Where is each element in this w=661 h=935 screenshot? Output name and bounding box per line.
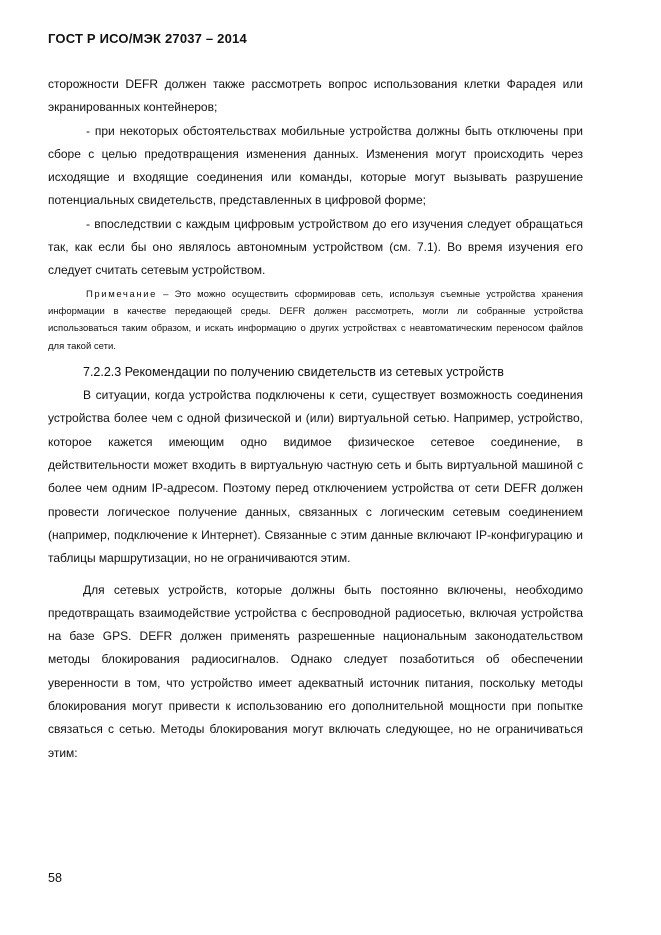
document-header: ГОСТ Р ИСО/МЭК 27037 – 2014 bbox=[48, 31, 247, 46]
list-item: - при некоторых обстоятельствах мобильные устройства должны быть отключены при сборе с целью предотвращения изменения данных. Изменения могут происходить через исходящие и входящие соединения или команды, которые могут вызывать разрушение потенциальных свидетельств, представленных в цифровой форме; bbox=[48, 123, 583, 208]
paragraph: Для сетевых устройств, которые должны быть постоянно включены, необходимо предотвращать взаимодействие устройства с беспроводной радиосетью, включая устройства на базе GPS. DEFR должен применять разрешенные национальным законодательством методы блокирования радиосигналов. Однако следует позаботиться об обеспечении уверенности в том, что устройство имеет адекватный источник питания, поскольку методы блокирования могут привести к использованию его дополнительной мощности при попытке связаться с сетью. Методы блокирования могут включать следующее, но не ограничиваться этим: bbox=[48, 582, 583, 760]
note-label: Примечание bbox=[86, 288, 157, 300]
note-text: – Это можно осуществить сформировав сеть, используя съемные устройства хранения информации в качестве передающей среды. DEFR должен рассмотреть, могли ли собранные устройства использоваться таким образом, и искать информацию о других устройствах с неавтоматическим переносом файлов для такой сети. bbox=[48, 288, 583, 352]
paragraph-continuation: сторожности DEFR должен также рассмотреть вопрос использования клетки Фарадея или экранированных контейнеров; bbox=[48, 77, 583, 115]
page-number: 58 bbox=[48, 871, 62, 885]
page-body bbox=[48, 73, 583, 765]
paragraph: В ситуации, когда устройства подключены к сети, существует возможность соединения устройства более чем с одной физической и (или) виртуальной сетью. Например, устройство, которое кажется имеющим одно видимое физическое сетевое соединение, в действительности может входить в виртуальную частную сеть и быть виртуальной машиной с более чем одним IP-адресом. Поэтому перед отключением устройства от сети DEFR должен провести логическое получение данных, связанных с логическим сетевым соединением (например, подключение к Интернет). Связанные с этим данные включают IP-конфигурацию и таблицы маршрутизации, но не ограничиваются этим. bbox=[48, 388, 583, 566]
section-heading: 7.2.2.3 Рекомендации по получению свидетельств из сетевых устройств bbox=[83, 364, 504, 379]
note bbox=[48, 286, 583, 355]
list-item: - впоследствии с каждым цифровым устройством до его изучения следует обращаться так, как если бы оно являлось автономным устройством (см. 7.1). Во время изучения его следует считать сетевым устройством. bbox=[48, 216, 583, 278]
